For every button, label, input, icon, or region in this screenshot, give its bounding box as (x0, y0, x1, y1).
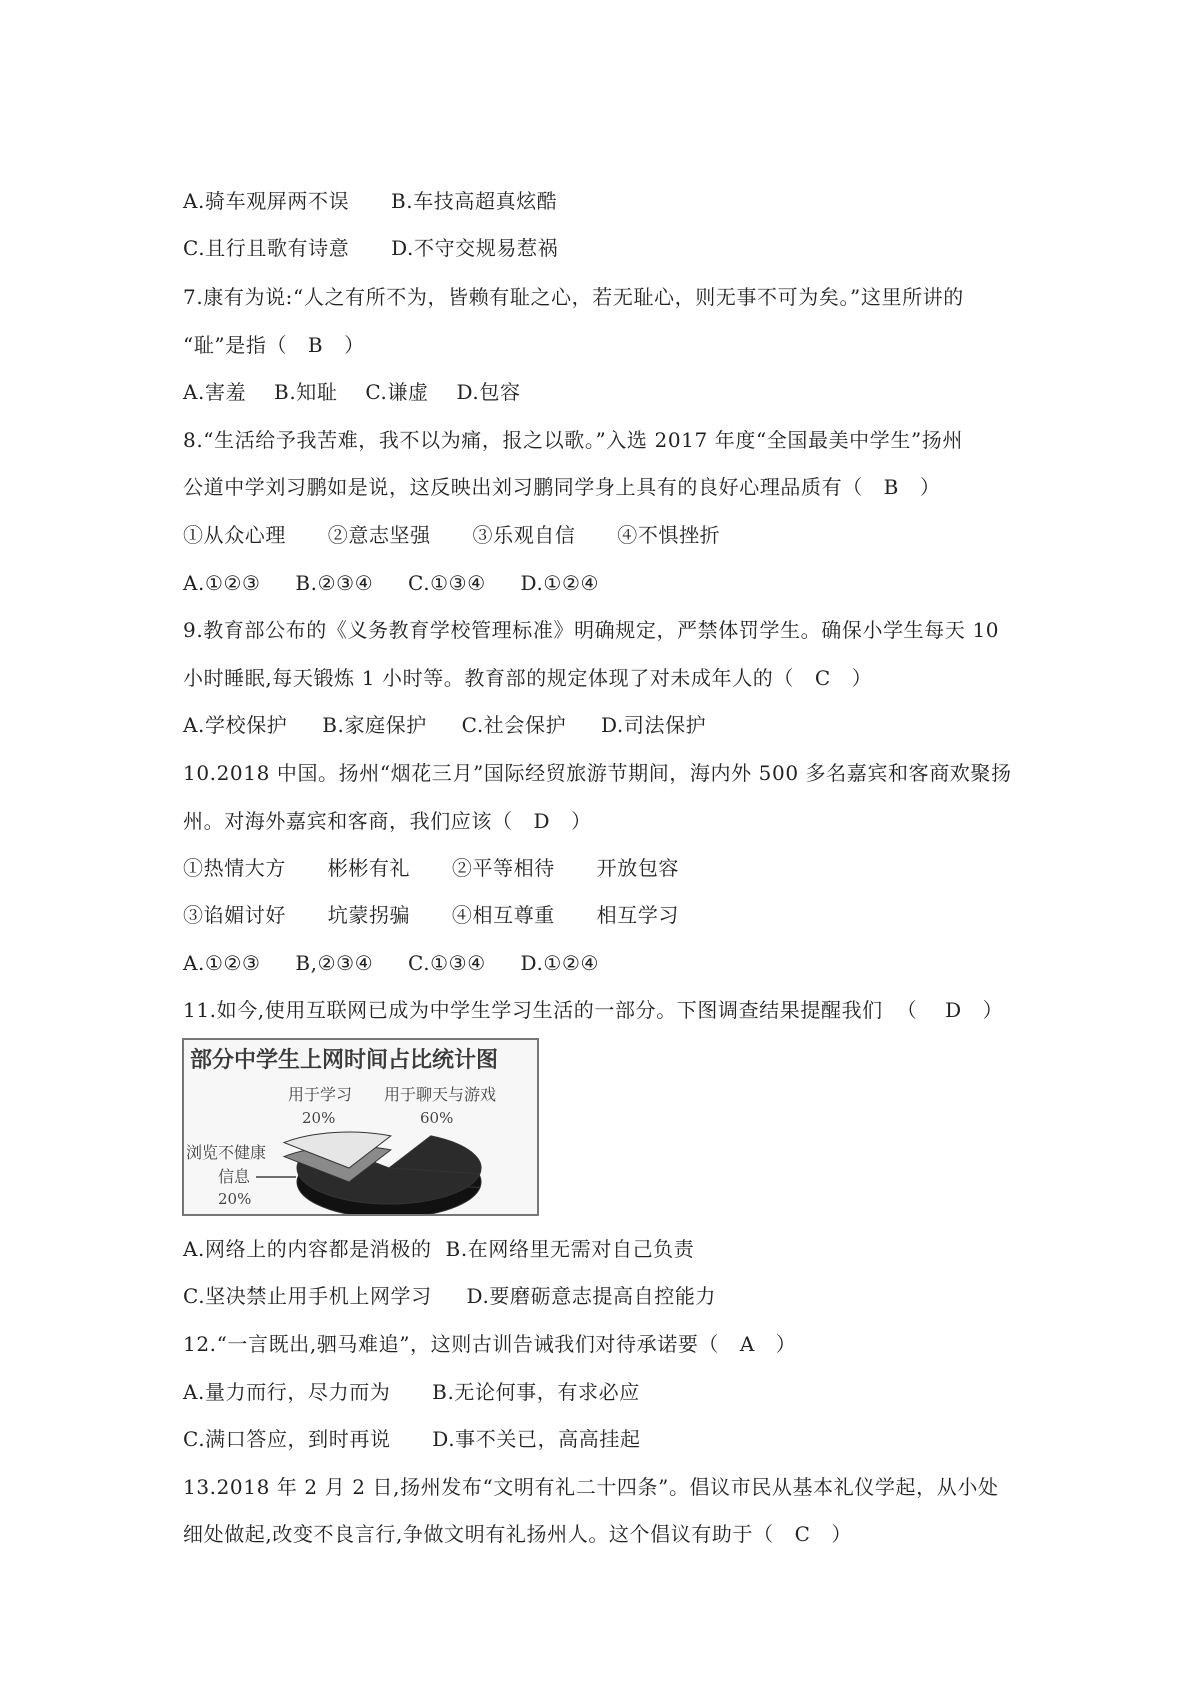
pie-chart (184, 1040, 537, 1214)
question-12-option-ab: A.量力而行，尽力而为 B.无论何事，有求必应 (183, 1380, 640, 1404)
question-11-option-ab: A.网络上的内容都是消极的 B.在网络里无需对自己负责 (183, 1237, 695, 1261)
label-unhealthy-1: 浏览不健康 (186, 1143, 267, 1162)
question-9-options: A.学校保护 B.家庭保护 C.社会保护 D.司法保护 (183, 713, 707, 737)
question-8-items: ①从众心理 ②意志坚强 ③乐观自信 ④不惧挫折 (183, 523, 721, 547)
question-7-options: A.害羞 B.知耻 C.谦虚 D.包容 (183, 380, 521, 404)
label-study: 用于学习 (288, 1085, 353, 1104)
label-chat-games: 用于聊天与游戏 (384, 1085, 497, 1104)
value-unhealthy: 20% (218, 1190, 252, 1208)
question-10-items-1: ①热情大方 彬彬有礼 ②平等相待 开放包容 (183, 856, 680, 880)
pie-chart-figure (182, 1038, 539, 1216)
value-study: 20% (302, 1109, 336, 1127)
chart-title: 部分中学生上网时间占比统计图 (190, 1047, 499, 1072)
slice-study (389, 1136, 481, 1174)
label-unhealthy-2: 信息 (218, 1167, 251, 1186)
question-7-answer: “耻”是指（ B ） (183, 333, 365, 357)
line-2: C.且行且歌有诗意 D.不守交规易惹祸 (183, 236, 559, 260)
question-13-line2: 细处做起,改变不良言行,争做文明有礼扬州人。这个倡议有助于（ C ） (183, 1522, 852, 1546)
question-13: 13.2018 年 2 月 2 日,扬州发布“文明有礼二十四条”。倡议市民从基本礼仪学起，从小处 (183, 1475, 999, 1499)
line-1: A.骑车观屏两不误 B.车技高超真炫酷 (183, 189, 558, 213)
question-8-line2: 公道中学刘习鹏如是说，这反映出刘习鹏同学身上具有的良好心理品质有（ B ） (183, 475, 941, 499)
question-10-options: A.①②③ B,②③④ C.①③④ D.①②④ (183, 951, 599, 975)
question-11: 11.如今,使用互联网已成为中学生学习生活的一部分。下图调查结果提醒我们 （ D ） (183, 998, 1004, 1022)
question-10-items-2: ③谄媚讨好 坑蒙拐骗 ④相互尊重 相互学习 (183, 903, 680, 927)
question-10: 10.2018 中国。扬州“烟花三月”国际经贸旅游节期间，海内外 500 多名嘉宾和客商欢聚扬 (183, 761, 1012, 785)
value-chat-games: 60% (420, 1109, 454, 1127)
question-9-line2: 小时睡眠,每天锻炼 1 小时等。教育部的规定体现了对未成年人的（ C ） (183, 666, 873, 690)
question-9: 9.教育部公布的《义务教育学校管理标准》明确规定，严禁体罚学生。确保小学生每天 10 (183, 618, 1000, 642)
question-12: 12.“一言既出,驷马难追”，这则古训告诫我们对待承诺要（ A ） (183, 1332, 797, 1356)
question-7: 7.康有为说:“人之有所不为，皆赖有耻之心，若无耻心，则无事不可为矣。”这里所讲的 (183, 285, 964, 309)
question-10-line2: 州。对海外嘉宾和客商，我们应该（ D ） (183, 809, 592, 833)
question-11-option-cd: C.坚决禁止用手机上网学习 D.要磨砺意志提高自控能力 (183, 1284, 717, 1308)
question-8-options: A.①②③ B.②③④ C.①③④ D.①②④ (183, 571, 599, 595)
question-8: 8.“生活给予我苦难，我不以为痛，报之以歌。”入选 2017 年度“全国最美中学生”扬州 (183, 428, 963, 452)
question-12-option-cd: C.满口答应，到时再说 D.事不关已，高高挂起 (183, 1427, 641, 1451)
